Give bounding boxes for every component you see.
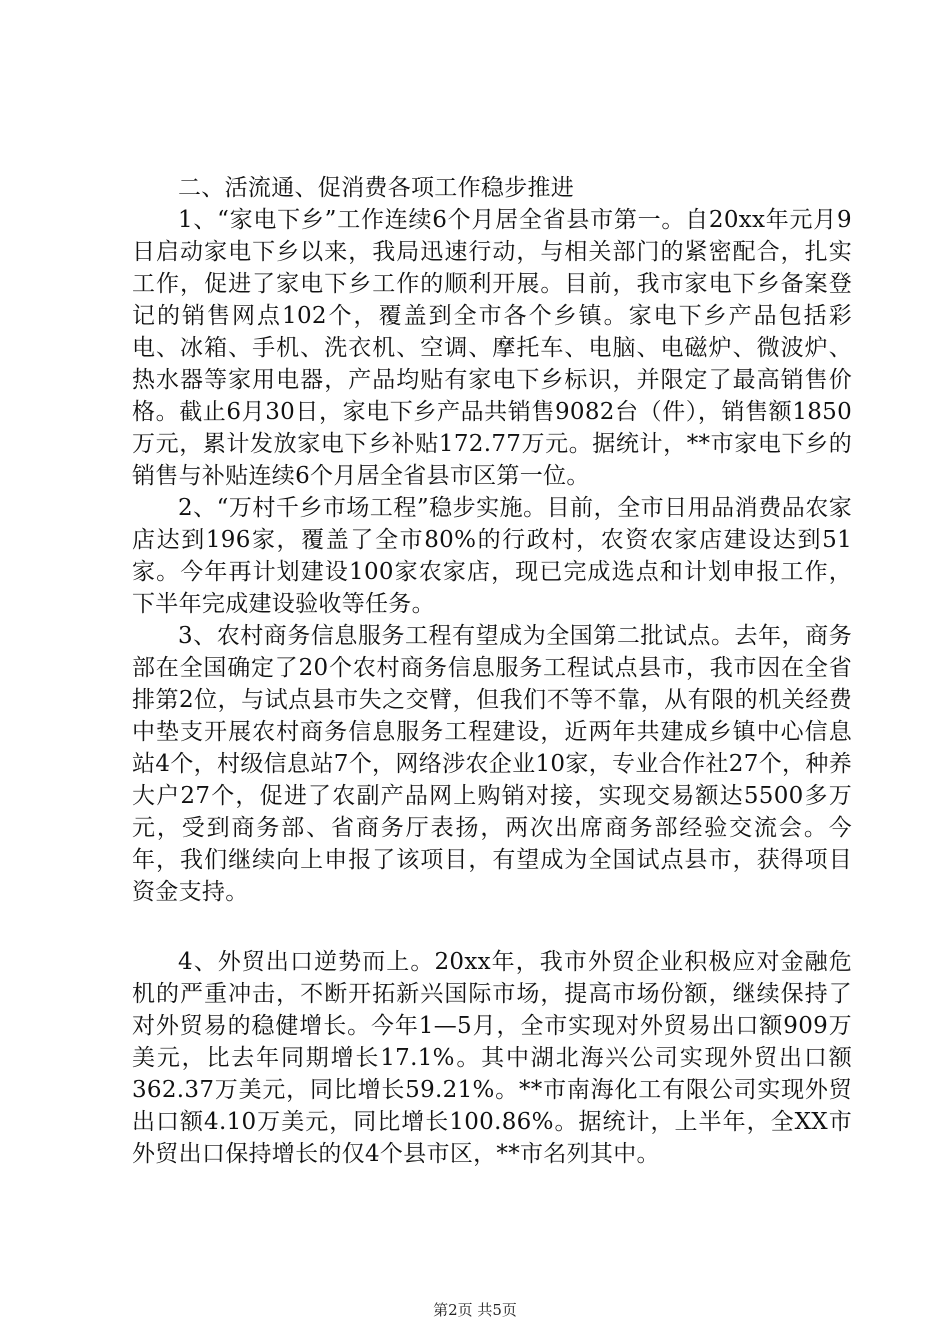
page-footer: 第2页 共5页 (433, 1301, 517, 1319)
paragraph-village-market: 2、“万村千乡市场工程”稳步实施。目前，全市日用品消费品农家店达到196家，覆盖了全市80%的行政村，农资农家店建设达到51家。今年再计划建设100家农家店，现已完成选点和计划申报工作，下半年完成建设验收等任务。 (132, 495, 852, 617)
paragraph-spacer (132, 908, 852, 946)
paragraph-foreign-trade: 4、外贸出口逆势而上。20xx年，我市外贸企业积极应对金融危机的严重冲击，不断开拓新兴国际市场，提高市场份额，继续保持了对外贸易的稳健增长。今年1—5月，全市实现对外贸易出口额909万美元，比去年同期增长17.1%。其中湖北海兴公司实现外贸出口额362.37万美元，同比增长59.21%。**市南海化工有限公司实现外贸出口额4.10万美元，同比增长100.86%。据统计，上半年，全XX市外贸出口保持增长的仅4个县市区，**市名列其中。 (132, 949, 852, 1167)
section-heading: 二、活流通、促消费各项工作稳步推进 (178, 175, 575, 201)
document-body (132, 172, 852, 1170)
paragraph-rural-info-service: 3、农村商务信息服务工程有望成为全国第二批试点。去年，商务部在全国确定了20个农村商务信息服务工程试点县市，我市因在全省排第2位，与试点县市失之交臂，但我们不等不靠，从有限的机关经费中垫支开展农村商务信息服务工程建设，近两年共建成乡镇中心信息站4个，村级信息站7个，网络涉农企业10家，专业合作社27个，种养大户27个，促进了农副产品网上购销对接，实现交易额达5500多万元，受到商务部、省商务厅表扬，两次出席商务部经验交流会。今年，我们继续向上申报了该项目，有望成为全国试点县市，获得项目资金支持。 (132, 623, 852, 905)
paragraph-home-appliances: 1、“家电下乡”工作连续6个月居全省县市第一。自20xx年元月9日启动家电下乡以来，我局迅速行动，与相关部门的紧密配合，扎实工作，促进了家电下乡工作的顺利开展。目前，我市家电下乡备案登记的销售网点102个，覆盖到全市各个乡镇。家电下乡产品包括彩电、冰箱、手机、洗衣机、空调、摩托车、电脑、电磁炉、微波炉、热水器等家用电器，产品均贴有家电下乡标识，并限定了最高销售价格。截止6月30日，家电下乡产品共销售9082台（件），销售额1850万元，累计发放家电下乡补贴172.77万元。据统计，**市家电下乡的销售与补贴连续6个月居全省县市区第一位。 (132, 207, 852, 489)
